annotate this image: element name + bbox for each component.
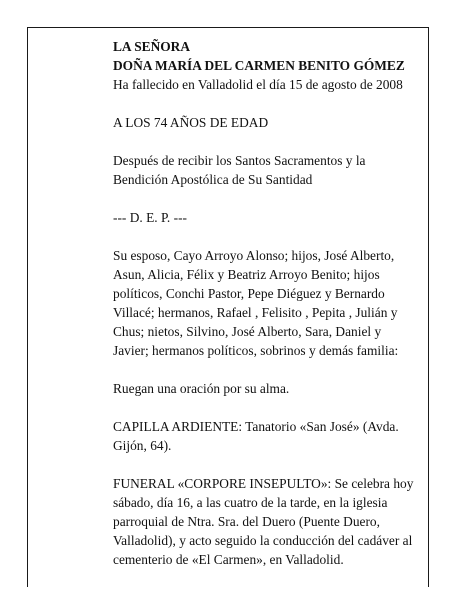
- funeral-line: sábado, día 16, a las cuatro de la tarde, en la iglesia: [113, 495, 388, 510]
- chapel-line: CAPILLA ARDIENTE: Tanatorio «San José» (Avda.: [113, 419, 399, 434]
- funeral-section: [113, 474, 413, 569]
- rip-section: [113, 208, 413, 227]
- funeral-line: Valladolid), y acto seguido la conducción del cadáver al: [113, 533, 413, 548]
- sacraments-section: [113, 151, 413, 189]
- family-line: políticos, Conchi Pastor, Pepe Diéguez y Bernardo: [113, 286, 385, 301]
- age-section: [113, 113, 413, 132]
- deceased-name: DOÑA MARÍA DEL CARMEN BENITO GÓMEZ: [113, 58, 405, 73]
- rip-line: --- D. E. P. ---: [113, 210, 188, 225]
- funeral-line: cementerio de «El Carmen», en Valladolid.: [113, 552, 344, 567]
- chapel-section: [113, 417, 413, 455]
- prayer-line: Ruegan una oración por su alma.: [113, 381, 290, 396]
- chapel-line: Gijón, 64).: [113, 438, 172, 453]
- sacraments-line: Bendición Apostólica de Su Santidad: [113, 172, 313, 187]
- sacraments-line: Después de recibir los Santos Sacramentos y la: [113, 153, 366, 168]
- age-line: A LOS 74 AÑOS DE EDAD: [113, 115, 269, 130]
- funeral-line: parroquial de Ntra. Sra. del Duero (Puente Duero,: [113, 514, 380, 529]
- family-line: Su esposo, Cayo Arroyo Alonso; hijos, José Alberto,: [113, 248, 395, 263]
- family-line: Villacé; hermanos, Rafael , Felisito , Pepita , Julián y: [113, 305, 398, 320]
- death-statement: Ha fallecido en Valladolid el día 15 de agosto de 2008: [113, 77, 403, 92]
- family-line: Asun, Alicia, Félix y Beatriz Arroyo Benito; hijos: [113, 267, 380, 282]
- family-line: Chus; nietos, Silvino, José Alberto, Sara, Daniel y: [113, 324, 382, 339]
- family-section: [113, 246, 413, 360]
- family-line: Javier; hermanos políticos, sobrinos y demás familia:: [113, 343, 399, 358]
- prayer-section: [113, 379, 413, 398]
- notice-header: [113, 37, 413, 94]
- honorific: LA SEÑORA: [113, 39, 191, 54]
- obituary-notice: [113, 37, 413, 588]
- funeral-line: FUNERAL «CORPORE INSEPULTO»: Se celebra hoy: [113, 476, 414, 491]
